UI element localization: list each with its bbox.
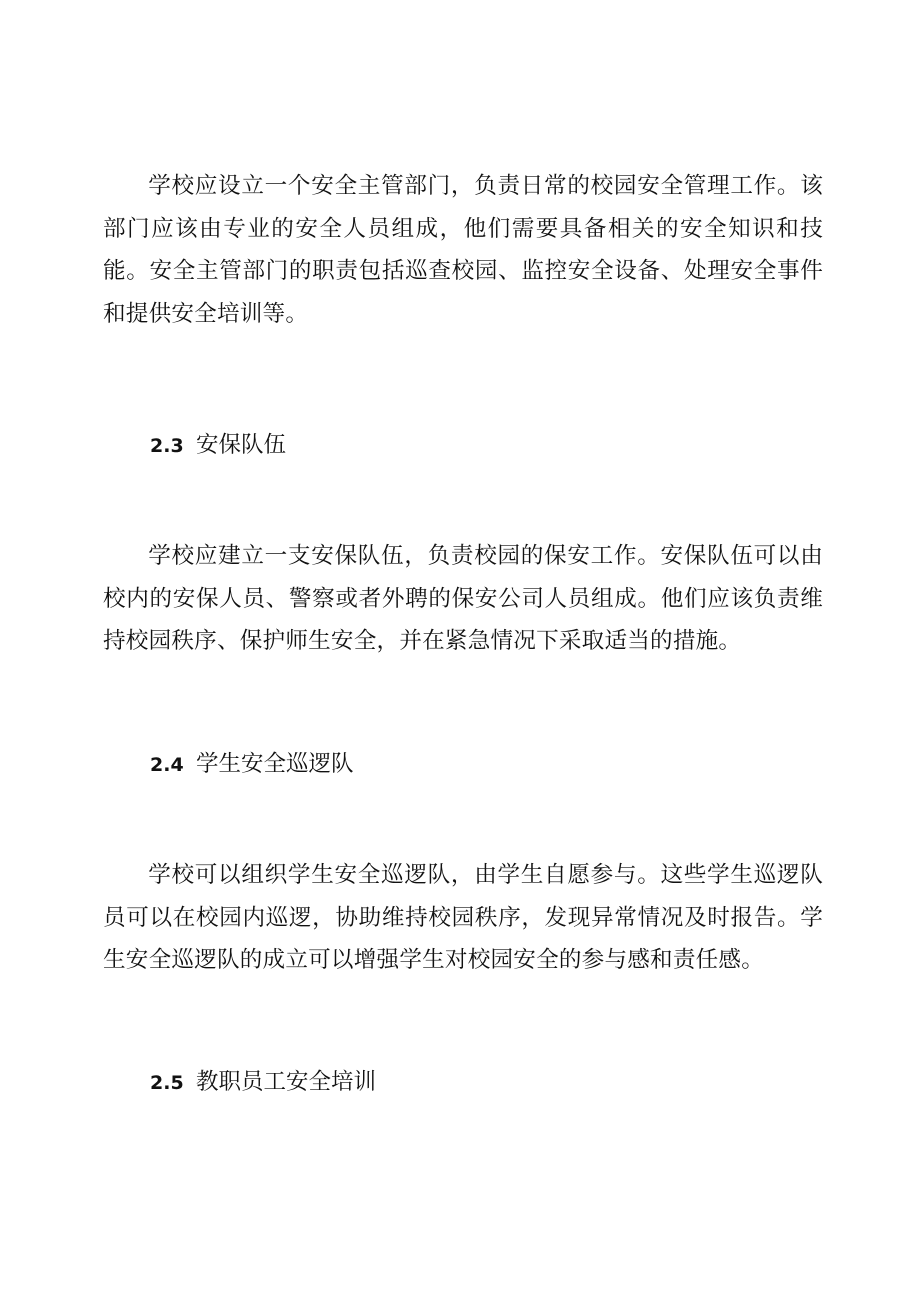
section-heading-2-3 bbox=[150, 429, 286, 462]
paragraph-student-patrol: 学校可以组织学生安全巡逻队，由学生自愿参与。这些学生巡逻队员可以在校园内巡逻，协助维持校园秩序，发现异常情况及时报告。学生安全巡逻队的成立可以增强学生对校园安全的参与感和责任感。 bbox=[103, 862, 823, 973]
section-title: 教职员工安全培训 bbox=[196, 1069, 377, 1095]
section-heading-2-5 bbox=[150, 1066, 376, 1099]
section-heading-2-4 bbox=[150, 748, 354, 781]
section-title: 学生安全巡逻队 bbox=[196, 751, 354, 777]
section-number: 2.4 bbox=[150, 754, 184, 776]
paragraph-safety-department: 学校应设立一个安全主管部门，负责日常的校园安全管理工作。该部门应该由专业的安全人员组成，他们需要具备相关的安全知识和技能。安全主管部门的职责包括巡查校园、监控安全设备、处理安全事件和提供安全培训等。 bbox=[103, 173, 823, 327]
paragraph-security-team: 学校应建立一支安保队伍，负责校园的保安工作。安保队伍可以由校内的安保人员、警察或者外聘的保安公司人员组成。他们应该负责维持校园秩序、保护师生安全，并在紧急情况下采取适当的措施。 bbox=[103, 543, 823, 654]
section-number: 2.3 bbox=[150, 435, 184, 457]
section-title: 安保队伍 bbox=[196, 432, 287, 458]
section-number: 2.5 bbox=[150, 1072, 184, 1094]
